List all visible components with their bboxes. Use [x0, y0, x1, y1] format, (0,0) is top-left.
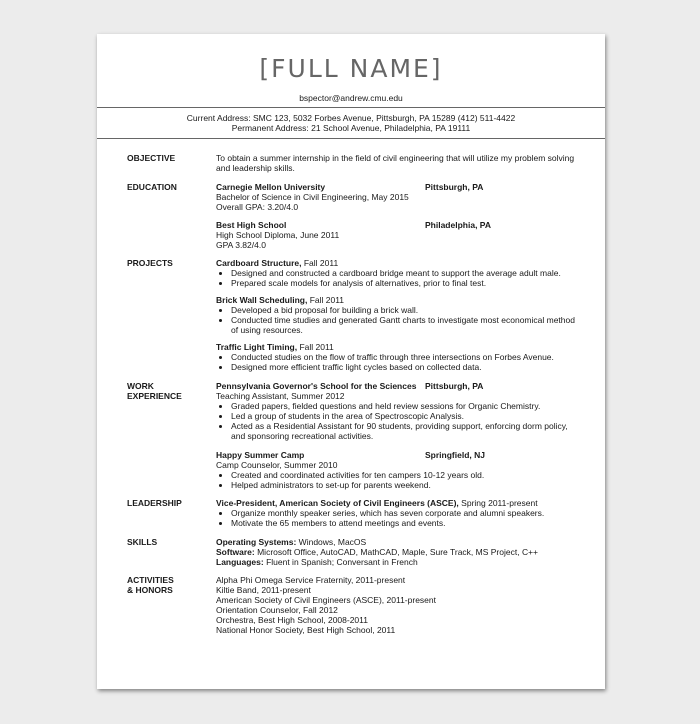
job-role: Camp Counselor, Summer 2010: [216, 460, 338, 470]
leadership-title: Vice-President, American Society of Civil Engineers (ASCE),: [216, 498, 459, 508]
project-title: Traffic Light Timing,: [216, 342, 298, 352]
job-role: Teaching Assistant, Summer 2012: [216, 391, 345, 401]
employer-name: Pennsylvania Governor's School for the Sciences: [216, 381, 417, 391]
bullet-item: • Designed more efficient traffic light cycles based on collected data.: [231, 362, 576, 372]
leadership-date: Spring 2011-present: [458, 498, 538, 508]
skill-value: Microsoft Office, AutoCAD, MathCAD, Maple, Sure Track, MS Project, C++: [254, 547, 539, 557]
header-divider-bottom: [97, 138, 605, 139]
work-entry: [216, 381, 576, 441]
employer-location: Pittsburgh, PA: [425, 381, 484, 391]
school-name: Carnegie Mellon University: [216, 182, 326, 192]
address-block: [97, 113, 605, 133]
project-date: Fall 2011: [297, 342, 334, 352]
education-entry: [216, 220, 576, 250]
project-entry: [216, 258, 576, 288]
employer-name: Happy Summer Camp: [216, 450, 305, 460]
bullet-item: • Conducted time studies and generated Gantt charts to investigate most economical method of using resources.: [231, 315, 576, 335]
project-entry: [216, 295, 576, 335]
objective-text: To obtain a summer internship in the field of civil engineering that will utilize my problem solving and leadership skills.: [216, 153, 575, 173]
section-label-skills: SKILLS: [127, 537, 158, 547]
employer-location: Springfield, NJ: [425, 450, 485, 460]
activity-item: Orchestra, Best High School, 2008-2011: [216, 615, 368, 625]
permanent-address: Permanent Address: 21 School Avenue, Philadelphia, PA 19111: [231, 123, 471, 133]
activity-item: Orientation Counselor, Fall 2012: [216, 605, 338, 615]
bullet-item: • Designed and constructed a cardboard bridge meant to support the average adult male.: [231, 268, 576, 278]
bullet-item: • Prepared scale models for analysis of alternatives, prior to final test.: [231, 278, 576, 288]
school-name: Best High School: [216, 220, 287, 230]
project-entry: [216, 342, 576, 372]
section-label-work-experience: WORK EXPERIENCE: [127, 381, 182, 401]
section-label-projects: PROJECTS: [127, 258, 173, 268]
skills-list: [216, 537, 576, 567]
bullet-item: • Organize monthly speaker series, which has seven corporate and alumni speakers.: [231, 508, 576, 518]
resume-name-heading: [FULL NAME]: [259, 54, 443, 83]
degree-line: High School Diploma, June 2011: [216, 230, 340, 240]
education-entry: [216, 182, 576, 212]
activities-list: [216, 575, 576, 635]
header-divider-top: [97, 107, 605, 108]
bullet-item: • Created and coordinated activities for ten campers 10-12 years old.: [231, 470, 576, 480]
degree-line: Bachelor of Science in Civil Engineering, May 2015: [216, 192, 409, 202]
activity-item: Kiltie Band, 2011-present: [216, 585, 311, 595]
bullet-item: • Developed a bid proposal for building a brick wall.: [231, 305, 576, 315]
section-label-objective: OBJECTIVE: [127, 153, 176, 163]
skill-value: Windows, MacOS: [296, 537, 367, 547]
project-date: Fall 2011: [307, 295, 345, 305]
project-date: Fall 2011: [301, 258, 339, 268]
skill-key: Languages:: [216, 557, 264, 567]
bullet-item: • Acted as a Residential Assistant for 90 students, providing support, enforcing dorm policy, and sponsoring recreational activities.: [231, 421, 576, 441]
section-label-education: EDUCATION: [127, 182, 177, 192]
section-label-leadership: LEADERSHIP: [127, 498, 182, 508]
skill-key: Operating Systems:: [216, 537, 297, 547]
current-address: Current Address: SMC 123, 5032 Forbes Avenue, Pittsburgh, PA 15289 (412) 511-4422: [186, 113, 516, 123]
skill-value: Fluent in Spanish; Conversant in French: [263, 557, 418, 567]
project-title: Cardboard Structure,: [216, 258, 302, 268]
leadership-entry: [216, 498, 576, 528]
bullet-item: • Conducted studies on the flow of traffic through three intersections on Forbes Avenue.: [231, 352, 576, 362]
bullet-item: • Led a group of students in the area of Spectroscopic Analysis.: [231, 411, 576, 421]
activity-item: Alpha Phi Omega Service Fraternity, 2011-present: [216, 575, 406, 585]
resume-page: [97, 34, 605, 689]
school-location: Philadelphia, PA: [425, 220, 491, 230]
work-entry: [216, 450, 576, 490]
school-location: Pittsburgh, PA: [425, 182, 484, 192]
project-title: Brick Wall Scheduling,: [216, 295, 308, 305]
gpa-line: Overall GPA: 3.20/4.0: [216, 202, 299, 212]
gpa-line: GPA 3.82/4.0: [216, 240, 266, 250]
bullet-item: • Motivate the 65 members to attend meetings and events.: [231, 518, 576, 528]
bullet-item: • Graded papers, fielded questions and held review sessions for Organic Chemistry.: [231, 401, 576, 411]
skill-key: Software:: [216, 547, 255, 557]
email-address: bspector@andrew.cmu.edu: [299, 93, 403, 103]
section-label-activities-honors: ACTIVITIES & HONORS: [127, 575, 174, 595]
activity-item: American Society of Civil Engineers (ASCE), 2011-present: [216, 595, 436, 605]
activity-item: National Honor Society, Best High School, 2011: [216, 625, 396, 635]
bullet-item: • Helped administrators to set-up for parents weekend.: [231, 480, 576, 490]
